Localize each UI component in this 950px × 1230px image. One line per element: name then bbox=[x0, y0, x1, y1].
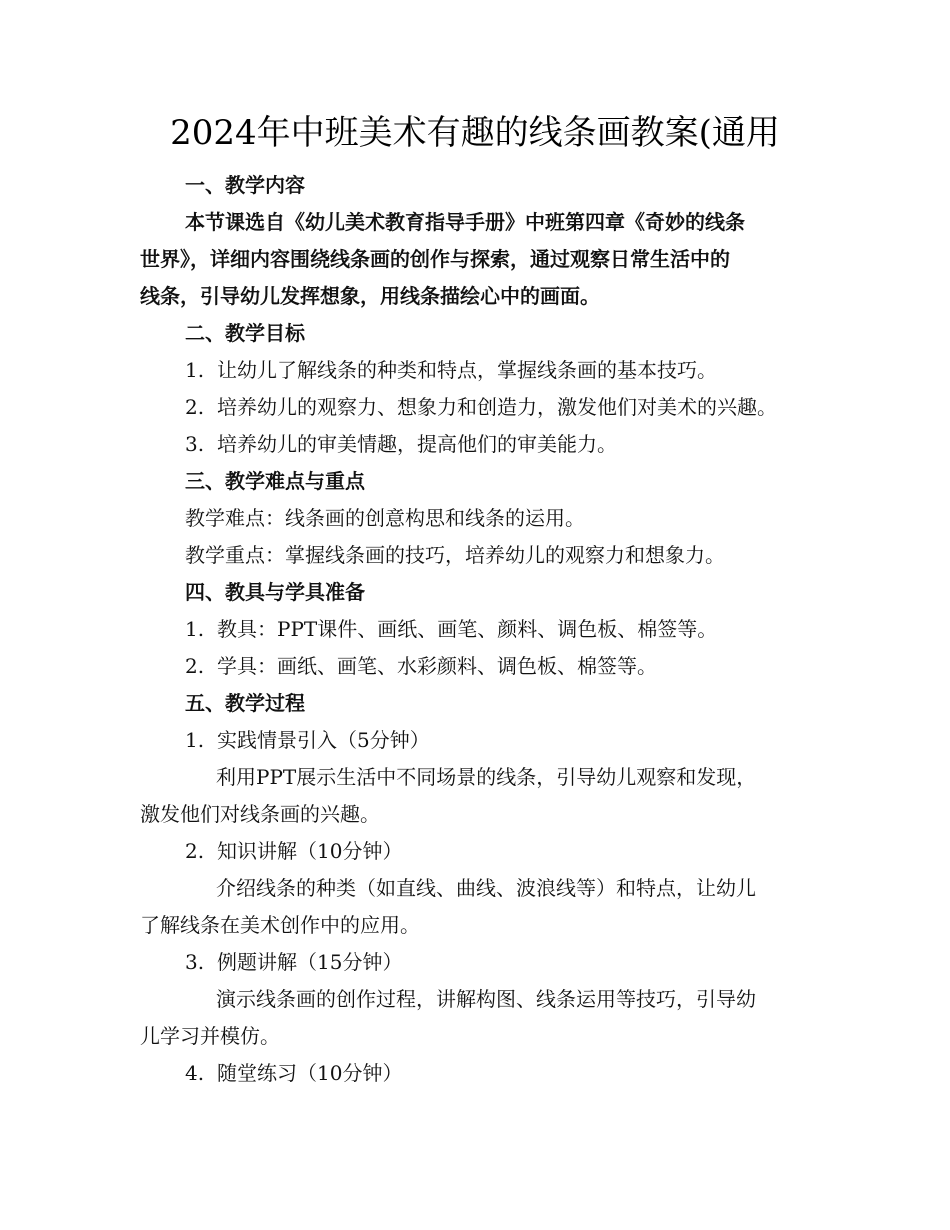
process-step-line-2: 激发他们对线条画的兴趣。 bbox=[140, 802, 380, 826]
step-number: 2. bbox=[185, 839, 205, 863]
tool-number: 1. bbox=[185, 617, 205, 641]
goal-item bbox=[185, 355, 717, 385]
process-step-line-1: 演示线条画的创作过程，讲解构图、线条运用等技巧，引导幼 bbox=[216, 987, 756, 1011]
document-title: 2024年中班美术有趣的线条画教案(通用 bbox=[170, 113, 780, 153]
difficulty-text: 教学难点：线条画的创意构思和线条的运用。 bbox=[185, 506, 585, 530]
process-step-title bbox=[185, 725, 430, 755]
heading-tools: 四、教具与学具准备 bbox=[185, 580, 365, 604]
step-title: 例题讲解（15分钟） bbox=[217, 950, 403, 974]
process-step-line-1: 利用PPT展示生活中不同场景的线条，引导幼儿观察和发现， bbox=[216, 765, 757, 789]
step-number: 1. bbox=[185, 728, 205, 752]
goal-item bbox=[185, 392, 777, 422]
step-number: 4. bbox=[185, 1061, 205, 1085]
goal-text: 培养幼儿的观察力、想象力和创造力，激发他们对美术的兴趣。 bbox=[217, 395, 777, 419]
goal-text: 让幼儿了解线条的种类和特点，掌握线条画的基本技巧。 bbox=[217, 358, 717, 382]
content-paragraph-line-3: 线条，引导幼儿发挥想象，用线条描绘心中的画面。 bbox=[140, 284, 600, 308]
step-title: 知识讲解（10分钟） bbox=[217, 839, 403, 863]
process-step-title bbox=[185, 1058, 402, 1088]
goal-number: 1. bbox=[185, 358, 205, 382]
heading-goals: 二、教学目标 bbox=[185, 321, 305, 345]
process-step-title bbox=[185, 947, 402, 977]
heading-process: 五、教学过程 bbox=[185, 691, 305, 715]
step-title: 随堂练习（10分钟） bbox=[217, 1061, 403, 1085]
goal-number: 3. bbox=[185, 432, 205, 456]
process-step-line-1: 介绍线条的种类（如直线、曲线、波浪线等）和特点，让幼儿 bbox=[216, 876, 756, 900]
goal-number: 2. bbox=[185, 395, 205, 419]
tool-number: 2. bbox=[185, 654, 205, 678]
goal-item bbox=[185, 429, 617, 459]
tool-text: 教具：PPT课件、画纸、画笔、颜料、调色板、棉签等。 bbox=[217, 617, 718, 641]
key-point-text: 教学重点：掌握线条画的技巧，培养幼儿的观察力和想象力。 bbox=[185, 543, 725, 567]
heading-content: 一、教学内容 bbox=[185, 173, 305, 197]
tool-text: 学具：画纸、画笔、水彩颜料、调色板、棉签等。 bbox=[217, 654, 657, 678]
process-step-title bbox=[185, 836, 402, 866]
process-step-line-2: 儿学习并模仿。 bbox=[140, 1024, 280, 1048]
step-title: 实践情景引入（5分钟） bbox=[217, 728, 430, 752]
heading-difficulty: 三、教学难点与重点 bbox=[185, 469, 365, 493]
content-paragraph-line-2: 世界》，详细内容围绕线条画的创作与探索，通过观察日常生活中的 bbox=[140, 247, 730, 271]
tool-item bbox=[185, 614, 717, 644]
process-step-line-2: 了解线条在美术创作中的应用。 bbox=[140, 913, 420, 937]
content-paragraph-line-1: 本节课选自《幼儿美术教育指导手册》中班第四章《奇妙的线条 bbox=[185, 210, 745, 234]
step-number: 3. bbox=[185, 950, 205, 974]
goal-text: 培养幼儿的审美情趣，提高他们的审美能力。 bbox=[217, 432, 617, 456]
tool-item bbox=[185, 651, 657, 681]
